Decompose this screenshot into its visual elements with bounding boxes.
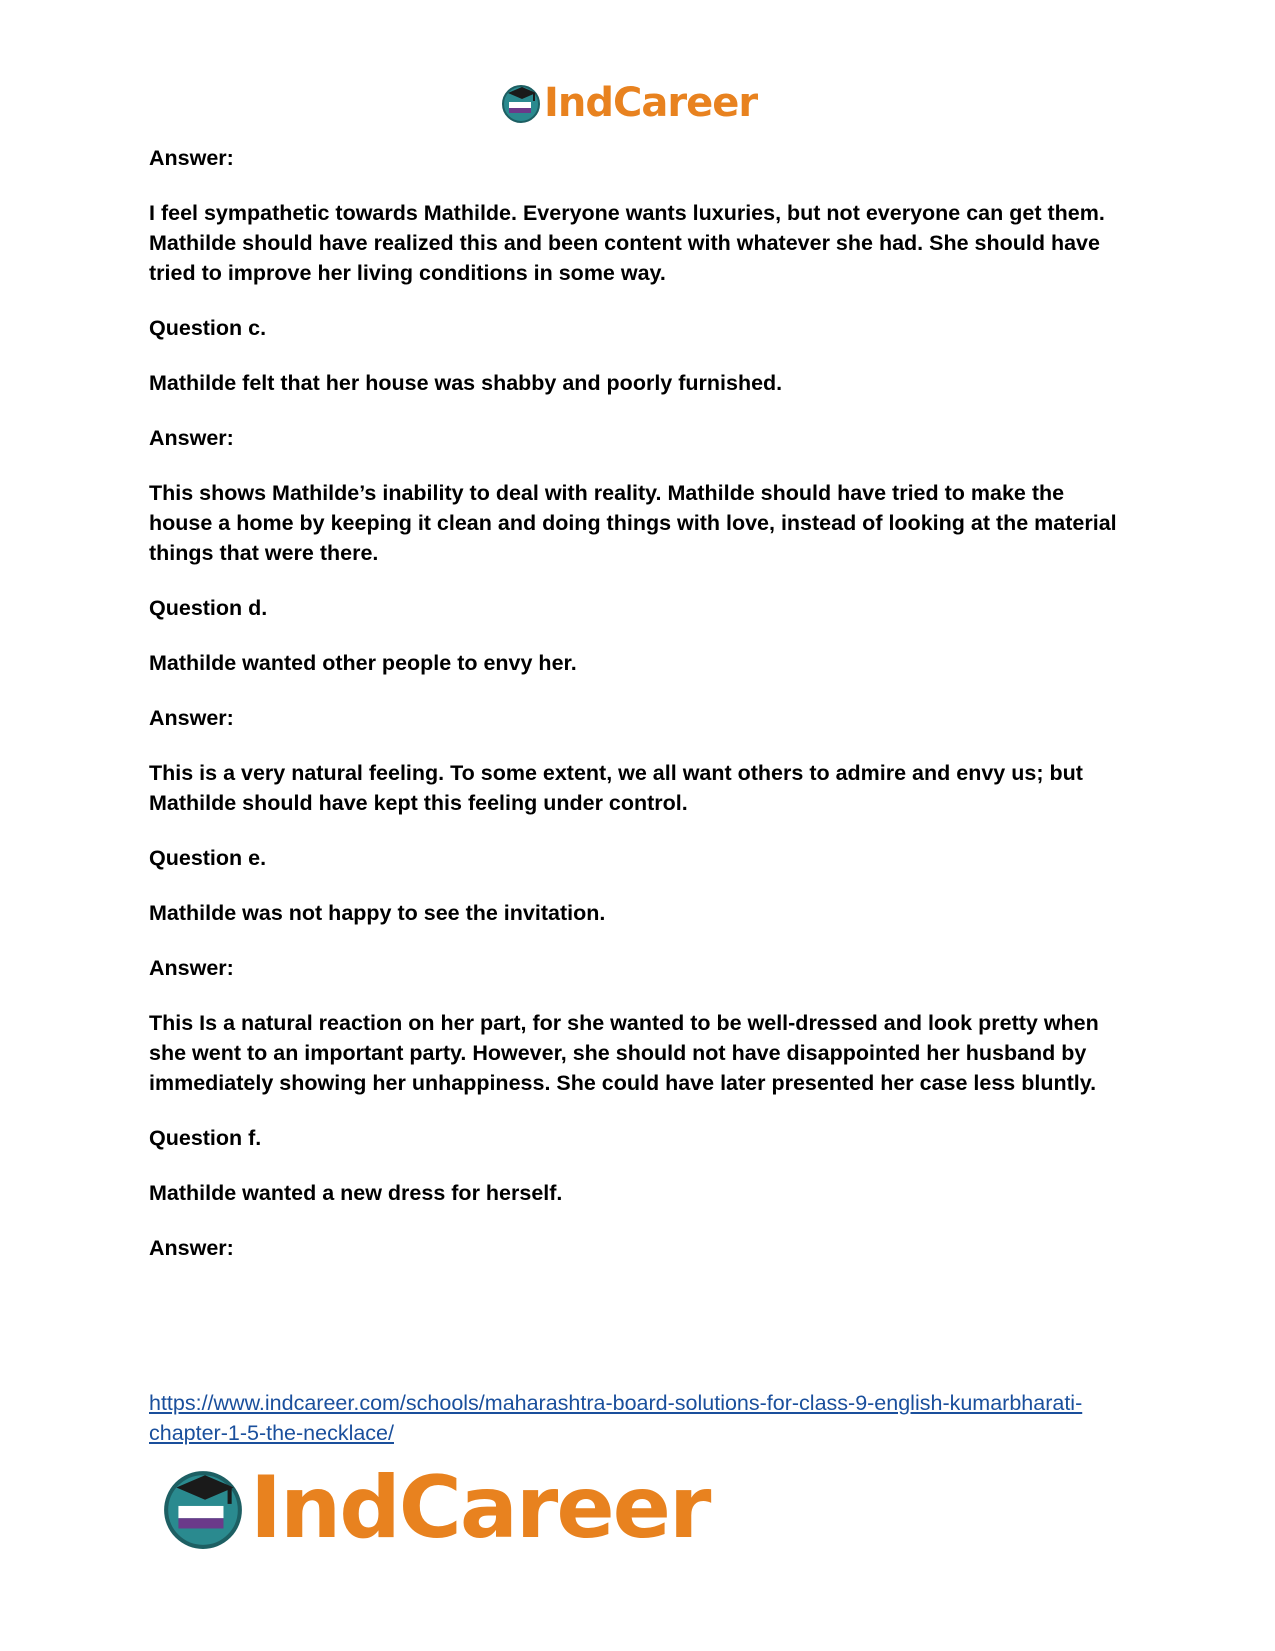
answer-label: Answer: [149,956,234,980]
header-brand-text: IndCareer [544,80,758,126]
question-label: Question f. [149,1126,262,1150]
header-logo [500,78,757,128]
document-body [149,143,1129,1288]
answer-text: This Is a natural reaction on her part, for she wanted to be well-dressed and look pretty when she went to an important party. However, she should not have disappointed her husband by immediately showing her unhappiness. She could have later presented her case less bluntly. [149,1011,1099,1095]
footer-logo [160,1457,710,1558]
answer-text: This shows Mathilde’s inability to deal with reality. Mathilde should have tried to make the house a home by keeping it clean and doing things with love, instead of looking at the material things that were there. [149,481,1117,565]
question-label: Question c. [149,316,267,340]
answer-label: Answer: [149,426,234,450]
answer-label: Answer: [149,1236,234,1260]
indcareer-globe-icon [500,82,542,124]
source-link[interactable]: https://www.indcareer.com/schools/maharashtra-board-solutions-for-class-9-english-kumarbharati-chapter-1-5-the-necklace/ [149,1391,1083,1445]
question-label: Question e. [149,846,267,870]
answer-label: Answer: [149,146,234,170]
question-text: Mathilde was not happy to see the invitation. [149,901,606,925]
question-label: Question d. [149,596,268,620]
source-link-block [149,1388,1129,1448]
question-text: Mathilde felt that her house was shabby and poorly furnished. [149,371,783,395]
footer-brand-text: IndCareer [250,1457,710,1558]
answer-text: This is a very natural feeling. To some extent, we all want others to admire and envy us; but Mathilde should have kept this feeling under control. [149,761,1083,815]
answer-label: Answer: [149,706,234,730]
question-text: Mathilde wanted a new dress for herself. [149,1181,563,1205]
question-text: Mathilde wanted other people to envy her. [149,651,577,675]
answer-text: I feel sympathetic towards Mathilde. Everyone wants luxuries, but not everyone can get them. Mathilde should have realized this and been content with whatever she had. She should have tried to improve her living conditions in some way. [149,201,1105,285]
indcareer-globe-icon [160,1465,246,1551]
